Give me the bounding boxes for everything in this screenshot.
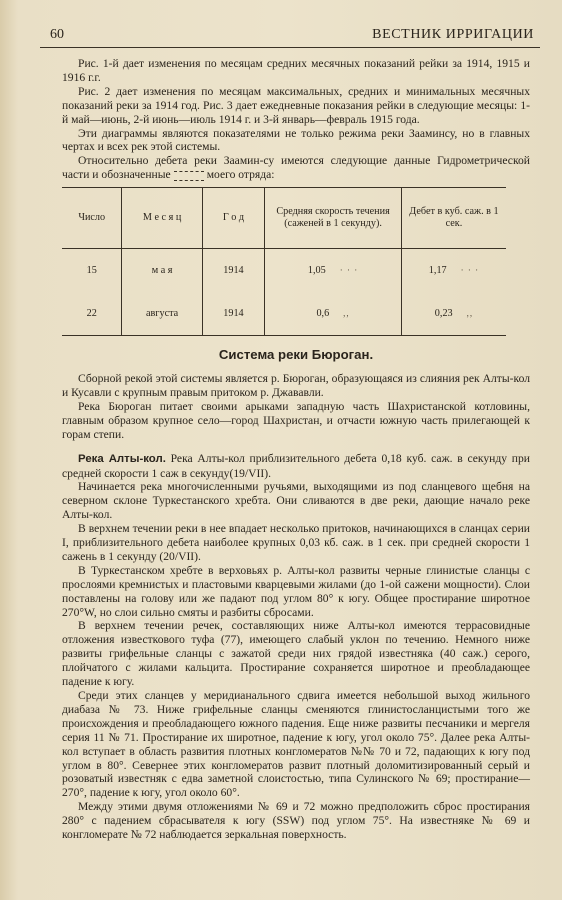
table-cell	[435, 307, 473, 320]
river-paragraph	[62, 452, 530, 481]
table-cell: августа	[145, 307, 179, 319]
paragraph: В Туркестанском хребте в верховьях р. Алты-кол развиты черные глинистые сланцы с прослоями кремнистых и пластовыми кварцевыми жилами (до 1-ой сажени мощности). Слои поставлены на голову или же падают под углом 80° к югу. Общее простирание широтное 270°W, но слои сильно смяты и разбиты сбросами.	[62, 563, 530, 619]
column-year	[203, 249, 265, 335]
discharge-table	[62, 187, 506, 336]
dotted-mark: · · ·	[460, 265, 480, 276]
table-cell	[308, 264, 358, 277]
paragraph: В верхнем течении реки в нее впадает несколько притоков, начинающихся в сланцах серии I, приблизительного дебета наиболее крупных 0,03 кб. саж. в 1 сек. при средней скорости 1 сажень в 1 секунду (20/VII).	[62, 522, 530, 563]
velocity-value: 0,6	[316, 308, 330, 320]
running-header	[40, 27, 540, 48]
paragraph: Рис. 2 дает изменения по месяцам максимальных, средних и минимальных месячных показаний реки за 1914 год. Рис. 3 дает ежедневные показания рейки в следующие месяцы: 1-й май—июнь, 2-й июнь—июль 1914 г. и 3-й январь—февраль 1915 года.	[62, 84, 530, 126]
river-first-text: Река Алты-кол приблизительного дебета 0,18 куб. саж. в секунду при средней скорости 1 саж в секунду(19/VII).	[62, 451, 530, 480]
header-cell-discharge: Дебет в куб. саж. в 1 сек.	[409, 206, 499, 230]
dashed-legend-mark	[174, 171, 204, 181]
header-cell-month: М е с я ц	[122, 188, 202, 248]
header-cell-velocity: Средняя скорость течения (саженей в 1 секунду).	[265, 188, 402, 248]
table-intro-paragraph	[62, 154, 530, 182]
discharge-value: 0,23	[434, 308, 453, 320]
column-day	[62, 249, 122, 335]
paragraph: Рис. 1-й дает изменения по месяцам средних месячных показаний рейки за 1914, 1915 и 1916 г.г.	[62, 57, 530, 84]
table-cell	[429, 264, 479, 277]
header-cell-day: Число	[62, 188, 122, 248]
page-body	[62, 57, 530, 842]
paragraph: Эти диаграммы являются показателями не только режима реки Зааминсу, но в главных чертах и всех рек этой системы.	[62, 126, 530, 154]
column-discharge	[402, 249, 506, 335]
velocity-value: 1,05	[307, 265, 326, 277]
journal-title: ВЕСТНИК ИРРИГАЦИИ	[372, 27, 534, 42]
paragraph: Между этими двумя отложениями № 69 и 72 можно предположить сброс простирания 280° с падением сбрасывателя к югу (SSW) под углом 75°. На известняке № 69 и конгломерате № 72 наблюдается зеркальная поверхность.	[62, 800, 530, 842]
paragraph: Река Бюроган питает своими арыками западную часть Шахристанской котловины, главным образом крупное село—город Шахристан, и отчасти южную часть прилегающей к горам степи.	[62, 399, 530, 441]
table-intro-text: Относительно дебета реки Заамин-су имеются следующие данные Гидрометрической части и обозначенные	[62, 154, 530, 182]
ditto-mark: ,,	[466, 308, 474, 319]
spacer	[62, 442, 530, 452]
paragraph: В верхнем течении речек, составляющих ниже Алты-кол имеются террасовидные отложения известкового туфа (77), имеющего слабый уклон по течению. Немного ниже развиты грифельные сланцы с зажатой среди них грядой известняка (40 саж.) серого, плойчатого с жилами кальцита. Простирание сохраняется широтное и преобладающее падение к югу.	[62, 619, 530, 689]
dotted-mark: · · ·	[339, 265, 359, 276]
table-cell	[316, 307, 349, 320]
table-cell: м а я	[151, 264, 173, 276]
discharge-value: 1,17	[428, 265, 447, 277]
table-intro-text-end: моего отряда:	[206, 168, 275, 182]
ditto-mark: ,,	[343, 308, 350, 319]
paragraph: Начинается река многочисленными ручьями, выходящими из под сланцевого щебня на северном склоне Туркестанского хребта. Они сливаются в две реки, дающие начало реке Алты-кол.	[62, 480, 530, 522]
table-header-row	[62, 188, 506, 249]
page-number: 60	[50, 27, 64, 42]
table-cell: 1914	[223, 264, 244, 276]
header-cell-year: Г о д	[203, 188, 265, 248]
river-heading: Река Алты-кол.	[78, 452, 166, 465]
section-title: Система реки Бюроган.	[218, 347, 374, 363]
table-body	[62, 249, 506, 335]
table-cell: 22	[86, 307, 97, 319]
paragraph: Среди этих сланцев у меридианального сдвига имеется небольшой выход жильного диабаза № 73. Ниже грифельные сланцы сменяются глинистосланцистыми того же происхождения и преобладающего южного падения. Еще ниже развиты песчаники и мергеля серия 11 № 71. Простирание их широтное, падение к югу, угол около 75°. Далее река Алты-кол вступает в область развития плотных конгломератов №№ 70 и 72, падающих к югу под углом в 80°. Севернее этих конгломератов развит плотный доломитизированный серый и розоватый известняк с едва заметной слоистостью, типа Сулинского № 69; простирание—270°, падение к югу, угол около 60°.	[62, 689, 530, 800]
table-cell: 1914	[223, 307, 244, 319]
column-month	[122, 249, 202, 335]
column-velocity	[265, 249, 402, 335]
paragraph: Сборной рекой этой системы является р. Бюроган, образующаяся из слияния рек Алты-кол и Кусавли с крупным правым притоком р. Джававли.	[62, 372, 530, 399]
table-cell: 15	[86, 264, 97, 276]
